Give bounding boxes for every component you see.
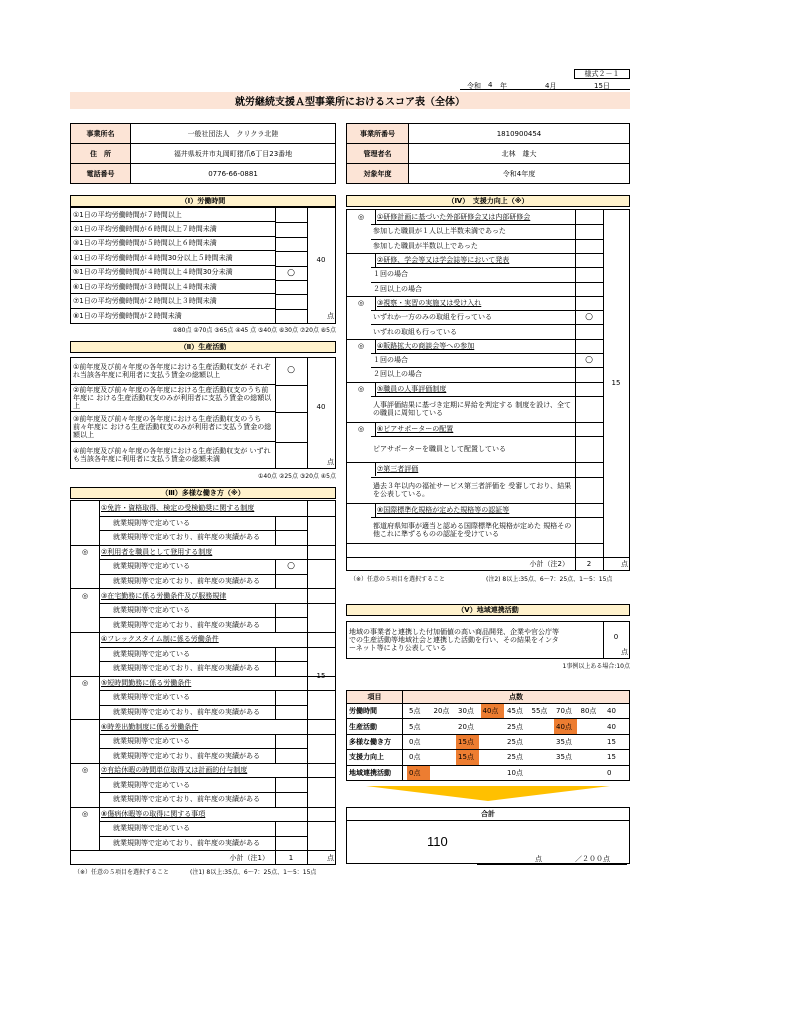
section4-check bbox=[575, 239, 603, 253]
section1-row: ⑥1日の平均労働時間が３時間以上４時間未満 bbox=[71, 280, 275, 294]
section2-unit: 点 bbox=[327, 458, 334, 466]
section2-row: ③前年度及び前々年度の各年度における生産活動収支のうち前々年度に おける生産活動収支のみが利用者に支払う賃金の総額以上 bbox=[71, 412, 275, 442]
col-divider bbox=[275, 777, 276, 806]
summary-option bbox=[530, 719, 553, 733]
col-divider bbox=[375, 210, 376, 224]
summary-row-total: 0 bbox=[605, 766, 629, 781]
summary-option bbox=[579, 735, 602, 749]
section1-table bbox=[70, 207, 336, 324]
col-divider bbox=[275, 647, 276, 676]
office-name: 一般社団法人 クリクラ北陸 bbox=[131, 124, 335, 144]
section2-note: ①40点 ②25点 ③20点 ④5点 bbox=[258, 473, 336, 480]
section4-note-right: (注2) 8以上:35点、6～7：25点、1～5：15点 bbox=[486, 576, 613, 583]
summary-option: 20点 bbox=[458, 722, 474, 731]
summary-row-total: 15 bbox=[605, 735, 629, 750]
section3-item-title: ⑦有給休暇の時間単位取得又は計画的付与制度 bbox=[101, 766, 248, 775]
summary-option: 35点 bbox=[556, 753, 572, 762]
manager-label: 管理者名 bbox=[347, 144, 409, 164]
section3-option: 就業規則等で定めており、前年度の実績がある bbox=[113, 664, 260, 673]
section4-mark bbox=[347, 503, 375, 517]
summary-score-header: 点数 bbox=[403, 691, 629, 704]
total-unit: 点 bbox=[535, 855, 542, 863]
section4-mark: ◎ bbox=[357, 298, 365, 307]
year-label: 対象年度 bbox=[347, 164, 409, 183]
summary-row-total: 40 bbox=[605, 719, 629, 734]
date-era: 令和 bbox=[467, 82, 481, 90]
section4-check bbox=[575, 477, 603, 503]
row-divider bbox=[275, 251, 307, 252]
summary-option: 5点 bbox=[409, 707, 421, 716]
phone: 0776-66-0881 bbox=[208, 169, 258, 178]
summary-option bbox=[481, 735, 504, 749]
summary-option: 55点 bbox=[531, 707, 548, 716]
section1-note: ①80点 ②70点 ③65点 ④45 点 ⑤40点 ⑥30点 ⑦20点 ⑧5点 bbox=[172, 327, 336, 334]
section4-item-title: ②研修、学会等又は学会誌等において発表 bbox=[377, 256, 510, 265]
summary-item-header: 項目 bbox=[347, 691, 403, 704]
summary-table bbox=[346, 690, 630, 781]
summary-row-label: 支援力向上 bbox=[347, 750, 403, 765]
section2-table bbox=[70, 357, 336, 469]
summary-option bbox=[530, 750, 553, 764]
col-divider bbox=[99, 676, 100, 720]
section2-score: 40 bbox=[316, 403, 326, 411]
summary-option-selected: 40点 bbox=[554, 719, 577, 733]
section4-item-title: ⑦第三者評価 bbox=[377, 465, 419, 474]
address: 福井県坂井市丸岡町猪爪6丁目23番地 bbox=[131, 144, 335, 164]
section3-item-title: ⑧傷病休暇等の取得に関する事項 bbox=[101, 809, 206, 818]
date-line bbox=[460, 80, 630, 90]
section4-check: ○ bbox=[585, 355, 593, 366]
section3-note-left: （※）任意の５項目を選択すること bbox=[74, 869, 170, 876]
section4-check: ○ bbox=[585, 312, 593, 323]
section1-row: ⑧1日の平均労働時間が２時間未満 bbox=[73, 311, 182, 320]
section2-row: ②前年度及び前々年度の各年度における生産活動収支のうち前年度に おける生産活動収支のみが利用者に支払う賃金の総額以上 bbox=[71, 385, 275, 412]
section4-item-title: ⑥ピアサポーターの配置 bbox=[377, 425, 454, 434]
summary-option bbox=[456, 766, 479, 780]
summary-option: 45点 bbox=[507, 707, 523, 716]
section4-check bbox=[575, 367, 603, 381]
section4-option: 参加した職員が半数以上であった bbox=[373, 241, 478, 250]
section1-row: ①1日の平均労働時間が７時間以上 bbox=[71, 208, 275, 222]
section2-title: （Ⅱ）生産活動 bbox=[70, 341, 336, 353]
section1-title: （Ⅰ）労働時間 bbox=[70, 195, 336, 207]
col-divider bbox=[99, 545, 100, 589]
section2-row: ④前年度及び前々年度の各年度における生産活動収支が いずれも当該各年度に利用者に支払う賃金の総額未満 bbox=[73, 447, 271, 463]
section3-option: 就業規則等で定めており、前年度の実績がある bbox=[113, 795, 260, 804]
section4-option: 過去３年以内の福祉サービス第三者評価を 受審しており、結果を公表している。 bbox=[373, 481, 572, 498]
address-label: 住 所 bbox=[71, 144, 131, 164]
section3-check: ○ bbox=[287, 561, 295, 572]
total-label: 合計 bbox=[347, 808, 629, 821]
section4-score: 15 bbox=[611, 379, 621, 387]
section5-unit: 点 bbox=[621, 648, 628, 656]
section3-subtotal-label: 小計（注1） bbox=[229, 853, 269, 862]
summary-option-selected: 0点 bbox=[407, 766, 430, 780]
section4-item-title: ⑧国際標準化規格が定めた規格等の認証等 bbox=[377, 505, 510, 514]
info-table-left bbox=[70, 123, 336, 184]
section3-check bbox=[275, 734, 307, 749]
office-name-label: 事業所名 bbox=[71, 124, 131, 144]
section4-option: 人事評価結果に基づき定期に昇給を判定する 制度を設け、全ての職員に周知している bbox=[373, 400, 571, 417]
summary-option bbox=[481, 766, 504, 780]
summary-option bbox=[530, 766, 553, 780]
row-divider bbox=[275, 294, 307, 295]
section3-mark: ◎ bbox=[81, 678, 89, 687]
section3-mark: ◎ bbox=[81, 809, 89, 818]
summary-option: 70点 bbox=[556, 707, 572, 716]
summary-row-total: 40 bbox=[605, 704, 629, 719]
summary-row-label: 生産活動 bbox=[347, 719, 403, 734]
row-divider bbox=[275, 280, 307, 281]
section3-option: 就業規則等で定めており、前年度の実績がある bbox=[113, 838, 260, 847]
summary-option: 0点 bbox=[409, 737, 421, 746]
manager: 北林 雄大 bbox=[409, 144, 629, 164]
summary-option: 5点 bbox=[409, 722, 421, 731]
section4-check bbox=[575, 282, 603, 296]
col-divider bbox=[375, 253, 376, 267]
section3-option: 就業規則等で定めており、前年度の実績がある bbox=[113, 533, 260, 542]
section3-option: 就業規則等で定めている bbox=[113, 518, 190, 527]
section3-option: 就業規則等で定めており、前年度の実績がある bbox=[113, 707, 260, 716]
section4-check bbox=[575, 396, 603, 422]
section4-mark: ◎ bbox=[357, 384, 365, 393]
section4-mark bbox=[347, 462, 375, 476]
summary-option bbox=[432, 766, 455, 780]
section1-row: ④1日の平均労働時間が４時間30分以上５時間未満 bbox=[71, 251, 275, 265]
section3-option: 就業規則等で定めている bbox=[113, 780, 190, 789]
section3-item-title: ④フレックスタイム制に係る労働条件 bbox=[101, 635, 219, 644]
summary-option bbox=[432, 750, 455, 764]
summary-option: 30点 bbox=[458, 707, 474, 716]
section3-note-right: (注1) 8以上:35点、6～7：25点、1～5：15点 bbox=[190, 869, 317, 876]
section3-title: （Ⅲ）多様な働き方（※） bbox=[70, 487, 336, 499]
section3-check bbox=[275, 603, 307, 618]
office-no-label: 事業所番号 bbox=[347, 124, 409, 144]
section3-check bbox=[275, 516, 307, 531]
section4-title: （Ⅳ） 支援力向上（※） bbox=[346, 195, 630, 207]
row-divider bbox=[275, 309, 307, 310]
section3-check bbox=[275, 777, 307, 792]
summary-option: 80点 bbox=[580, 707, 597, 716]
col-divider bbox=[275, 734, 276, 763]
section4-item-title: ①研修計画に基づいた外部研修会又は内部研修会 bbox=[377, 213, 531, 222]
col-divider bbox=[99, 632, 100, 676]
section4-check bbox=[575, 267, 603, 281]
date-year: 4 bbox=[488, 81, 493, 89]
date-month: 4月 bbox=[545, 82, 557, 90]
col-divider bbox=[275, 821, 276, 850]
section4-option: ２回以上の場合 bbox=[373, 284, 422, 293]
section5-title: （Ⅴ）地域連携活動 bbox=[346, 604, 630, 616]
section4-check bbox=[575, 324, 603, 338]
col-divider bbox=[375, 422, 376, 436]
section4-mark: ◎ bbox=[357, 213, 365, 222]
summary-option bbox=[530, 735, 553, 749]
section3-item-title: ①免許・資格取得、検定の受検勧奨に関する制度 bbox=[101, 504, 255, 513]
section3-option: 就業規則等で定めている bbox=[113, 693, 190, 702]
col-divider bbox=[99, 719, 100, 763]
summary-option: 10点 bbox=[507, 768, 523, 777]
section5-table bbox=[346, 621, 630, 659]
section3-check bbox=[275, 821, 307, 836]
section3-option: 就業規則等で定めており、前年度の実績がある bbox=[113, 577, 260, 586]
summary-row-total: 15 bbox=[605, 750, 629, 765]
section3-option: 就業規則等で定めており、前年度の実績がある bbox=[113, 751, 260, 760]
section1-unit: 点 bbox=[327, 312, 334, 320]
summary-row-label: 地域連携活動 bbox=[347, 766, 403, 781]
section3-item-title: ⑥時差出勤制度に係る労働条件 bbox=[101, 722, 199, 731]
section1-check: ○ bbox=[287, 268, 295, 278]
section4-unit: 点 bbox=[621, 560, 628, 568]
section4-mark: ◎ bbox=[357, 341, 365, 350]
section4-option: 都道府県知事が適当と認める国際標準化規格が定めた 規格その他これに準ずるものの認証を受けている bbox=[373, 521, 572, 538]
section4-option: 参加した職員が１人以上半数未満であった bbox=[373, 227, 506, 236]
target-year: 令和4年度 bbox=[502, 169, 536, 178]
section3-item-title: ⑤短時間勤務に係る労働条件 bbox=[101, 678, 192, 687]
section3-item-title: ②利用者を職員として登用する制度 bbox=[101, 547, 213, 556]
col-divider bbox=[375, 503, 376, 517]
section4-subtotal-label: 小計（注2） bbox=[529, 560, 569, 568]
col-divider bbox=[375, 382, 376, 396]
col-divider bbox=[99, 588, 100, 632]
section4-option: １回の場合 bbox=[373, 356, 408, 365]
section1-row: ②1日の平均労働時間が６時間以上７時間未満 bbox=[71, 222, 275, 236]
section2-check: ○ bbox=[287, 365, 295, 375]
summary-option bbox=[554, 766, 577, 780]
section4-check bbox=[575, 436, 603, 462]
summary-option bbox=[481, 719, 504, 733]
section3-table bbox=[70, 500, 336, 865]
section5-note: 1事例以上ある場合:10点 bbox=[562, 663, 630, 670]
summary-row-label: 労働時間 bbox=[347, 704, 403, 719]
summary-option-selected: 15点 bbox=[456, 750, 479, 764]
section3-check bbox=[275, 647, 307, 662]
section4-item-title: ④販路拡大の商談会等への参加 bbox=[377, 341, 475, 350]
summary-option: 25点 bbox=[507, 737, 523, 746]
total-max: ／２００点 bbox=[575, 855, 610, 863]
page-title: 就労継続支援Ａ型事業所におけるスコア表（全体） bbox=[70, 92, 630, 109]
col-divider bbox=[375, 296, 376, 310]
summary-option: 25点 bbox=[507, 753, 523, 762]
section3-mark bbox=[71, 501, 99, 516]
summary-option-selected: 40点 bbox=[481, 704, 504, 718]
section4-option: ピアサポーターを職員として配置している bbox=[373, 445, 506, 454]
col-divider bbox=[99, 807, 100, 851]
col-divider bbox=[275, 516, 276, 545]
info-table-right bbox=[346, 123, 630, 184]
total-box bbox=[346, 807, 630, 864]
section3-option: 就業規則等で定めている bbox=[113, 824, 190, 833]
summary-option-selected: 15点 bbox=[456, 735, 479, 749]
date-day: 15日 bbox=[594, 82, 610, 90]
total-value: 110 bbox=[427, 834, 448, 849]
section3-mark bbox=[71, 719, 99, 734]
section4-note-left: （※）任意の５項目を選択すること bbox=[350, 576, 446, 583]
phone-label: 電話番号 bbox=[71, 164, 131, 183]
section4-mark bbox=[347, 253, 375, 267]
col-divider bbox=[99, 763, 100, 807]
section4-check bbox=[575, 224, 603, 238]
row-divider bbox=[403, 780, 605, 781]
section3-option: 就業規則等で定めており、前年度の実績がある bbox=[113, 620, 260, 629]
row-divider bbox=[347, 543, 603, 544]
section3-option: 就業規則等で定めている bbox=[113, 562, 190, 571]
summary-option: 25点 bbox=[507, 722, 523, 731]
section3-option: 就業規則等で定めている bbox=[113, 649, 190, 658]
section4-subtotal: 2 bbox=[586, 560, 592, 568]
section1-score: 40 bbox=[316, 256, 326, 264]
section4-item-title: ⑤職員の人事評価制度 bbox=[377, 384, 447, 393]
section4-option: いずれか一方のみの取組を行っている bbox=[373, 313, 492, 322]
section1-row: ③1日の平均労働時間が５時間以上６時間未満 bbox=[71, 237, 275, 251]
form-id: 様式２－１ bbox=[574, 69, 630, 79]
summary-option bbox=[579, 766, 602, 780]
section3-mark: ◎ bbox=[81, 591, 89, 600]
summary-option bbox=[481, 750, 504, 764]
summary-option: 35点 bbox=[556, 737, 572, 746]
section3-unit: 点 bbox=[327, 853, 334, 862]
date-year-unit: 年 bbox=[500, 82, 507, 90]
summary-option bbox=[432, 719, 455, 733]
section3-score: 15 bbox=[316, 672, 326, 680]
col-divider bbox=[275, 559, 276, 588]
section3-option: 就業規則等で定めている bbox=[113, 606, 190, 615]
col-divider bbox=[375, 462, 376, 476]
section4-option: ２回以上の場合 bbox=[373, 370, 422, 379]
col-divider bbox=[275, 603, 276, 632]
section5-score: 0 bbox=[613, 633, 619, 641]
section3-option: 就業規則等で定めている bbox=[113, 737, 190, 746]
summary-row-label: 多様な働き方 bbox=[347, 735, 403, 750]
summary-option: 20点 bbox=[433, 707, 450, 716]
row-divider bbox=[275, 222, 307, 223]
section3-mark: ◎ bbox=[81, 766, 89, 775]
down-arrow-icon bbox=[346, 786, 630, 802]
section3-subtotal: 1 bbox=[288, 853, 294, 862]
section4-table bbox=[346, 209, 630, 571]
section1-row: ⑤1日の平均労働時間が４時間以上４時間30分未満 bbox=[71, 266, 275, 280]
section4-item-title: ③視察・実習の実施又は受け入れ bbox=[377, 298, 482, 307]
col-divider bbox=[275, 690, 276, 719]
section4-check bbox=[575, 517, 603, 543]
row-divider bbox=[275, 237, 307, 238]
section3-check bbox=[275, 690, 307, 705]
section4-option: いずれの取組も行っている bbox=[373, 327, 457, 336]
section3-mark bbox=[71, 632, 99, 647]
section4-option: １回の場合 bbox=[373, 270, 408, 279]
col-divider bbox=[375, 339, 376, 353]
section3-item-title: ③在宅勤務に係る労働条件及び服務規律 bbox=[101, 591, 227, 600]
summary-option bbox=[579, 750, 602, 764]
summary-option bbox=[432, 735, 455, 749]
section5-text: 地域の事業者と連携した付加価値の高い商品開発、企業や官公庁等での生産活動等地域社会と連携した活動を行い、その結果をインターネット等により公表している bbox=[349, 628, 559, 652]
summary-option: 0点 bbox=[409, 753, 421, 762]
section4-mark: ◎ bbox=[357, 425, 365, 434]
section3-mark: ◎ bbox=[81, 547, 89, 556]
office-no: 1810900454 bbox=[409, 124, 629, 144]
summary-option bbox=[579, 719, 602, 733]
col-divider bbox=[99, 501, 100, 545]
section2-row: ①前年度及び前々年度の各年度における生産活動収支が それぞれ当該各年度に利用者に支払う賃金の総額以上 bbox=[71, 358, 275, 385]
section1-row: ⑦1日の平均労働時間が２時間以上３時間未満 bbox=[71, 294, 275, 308]
